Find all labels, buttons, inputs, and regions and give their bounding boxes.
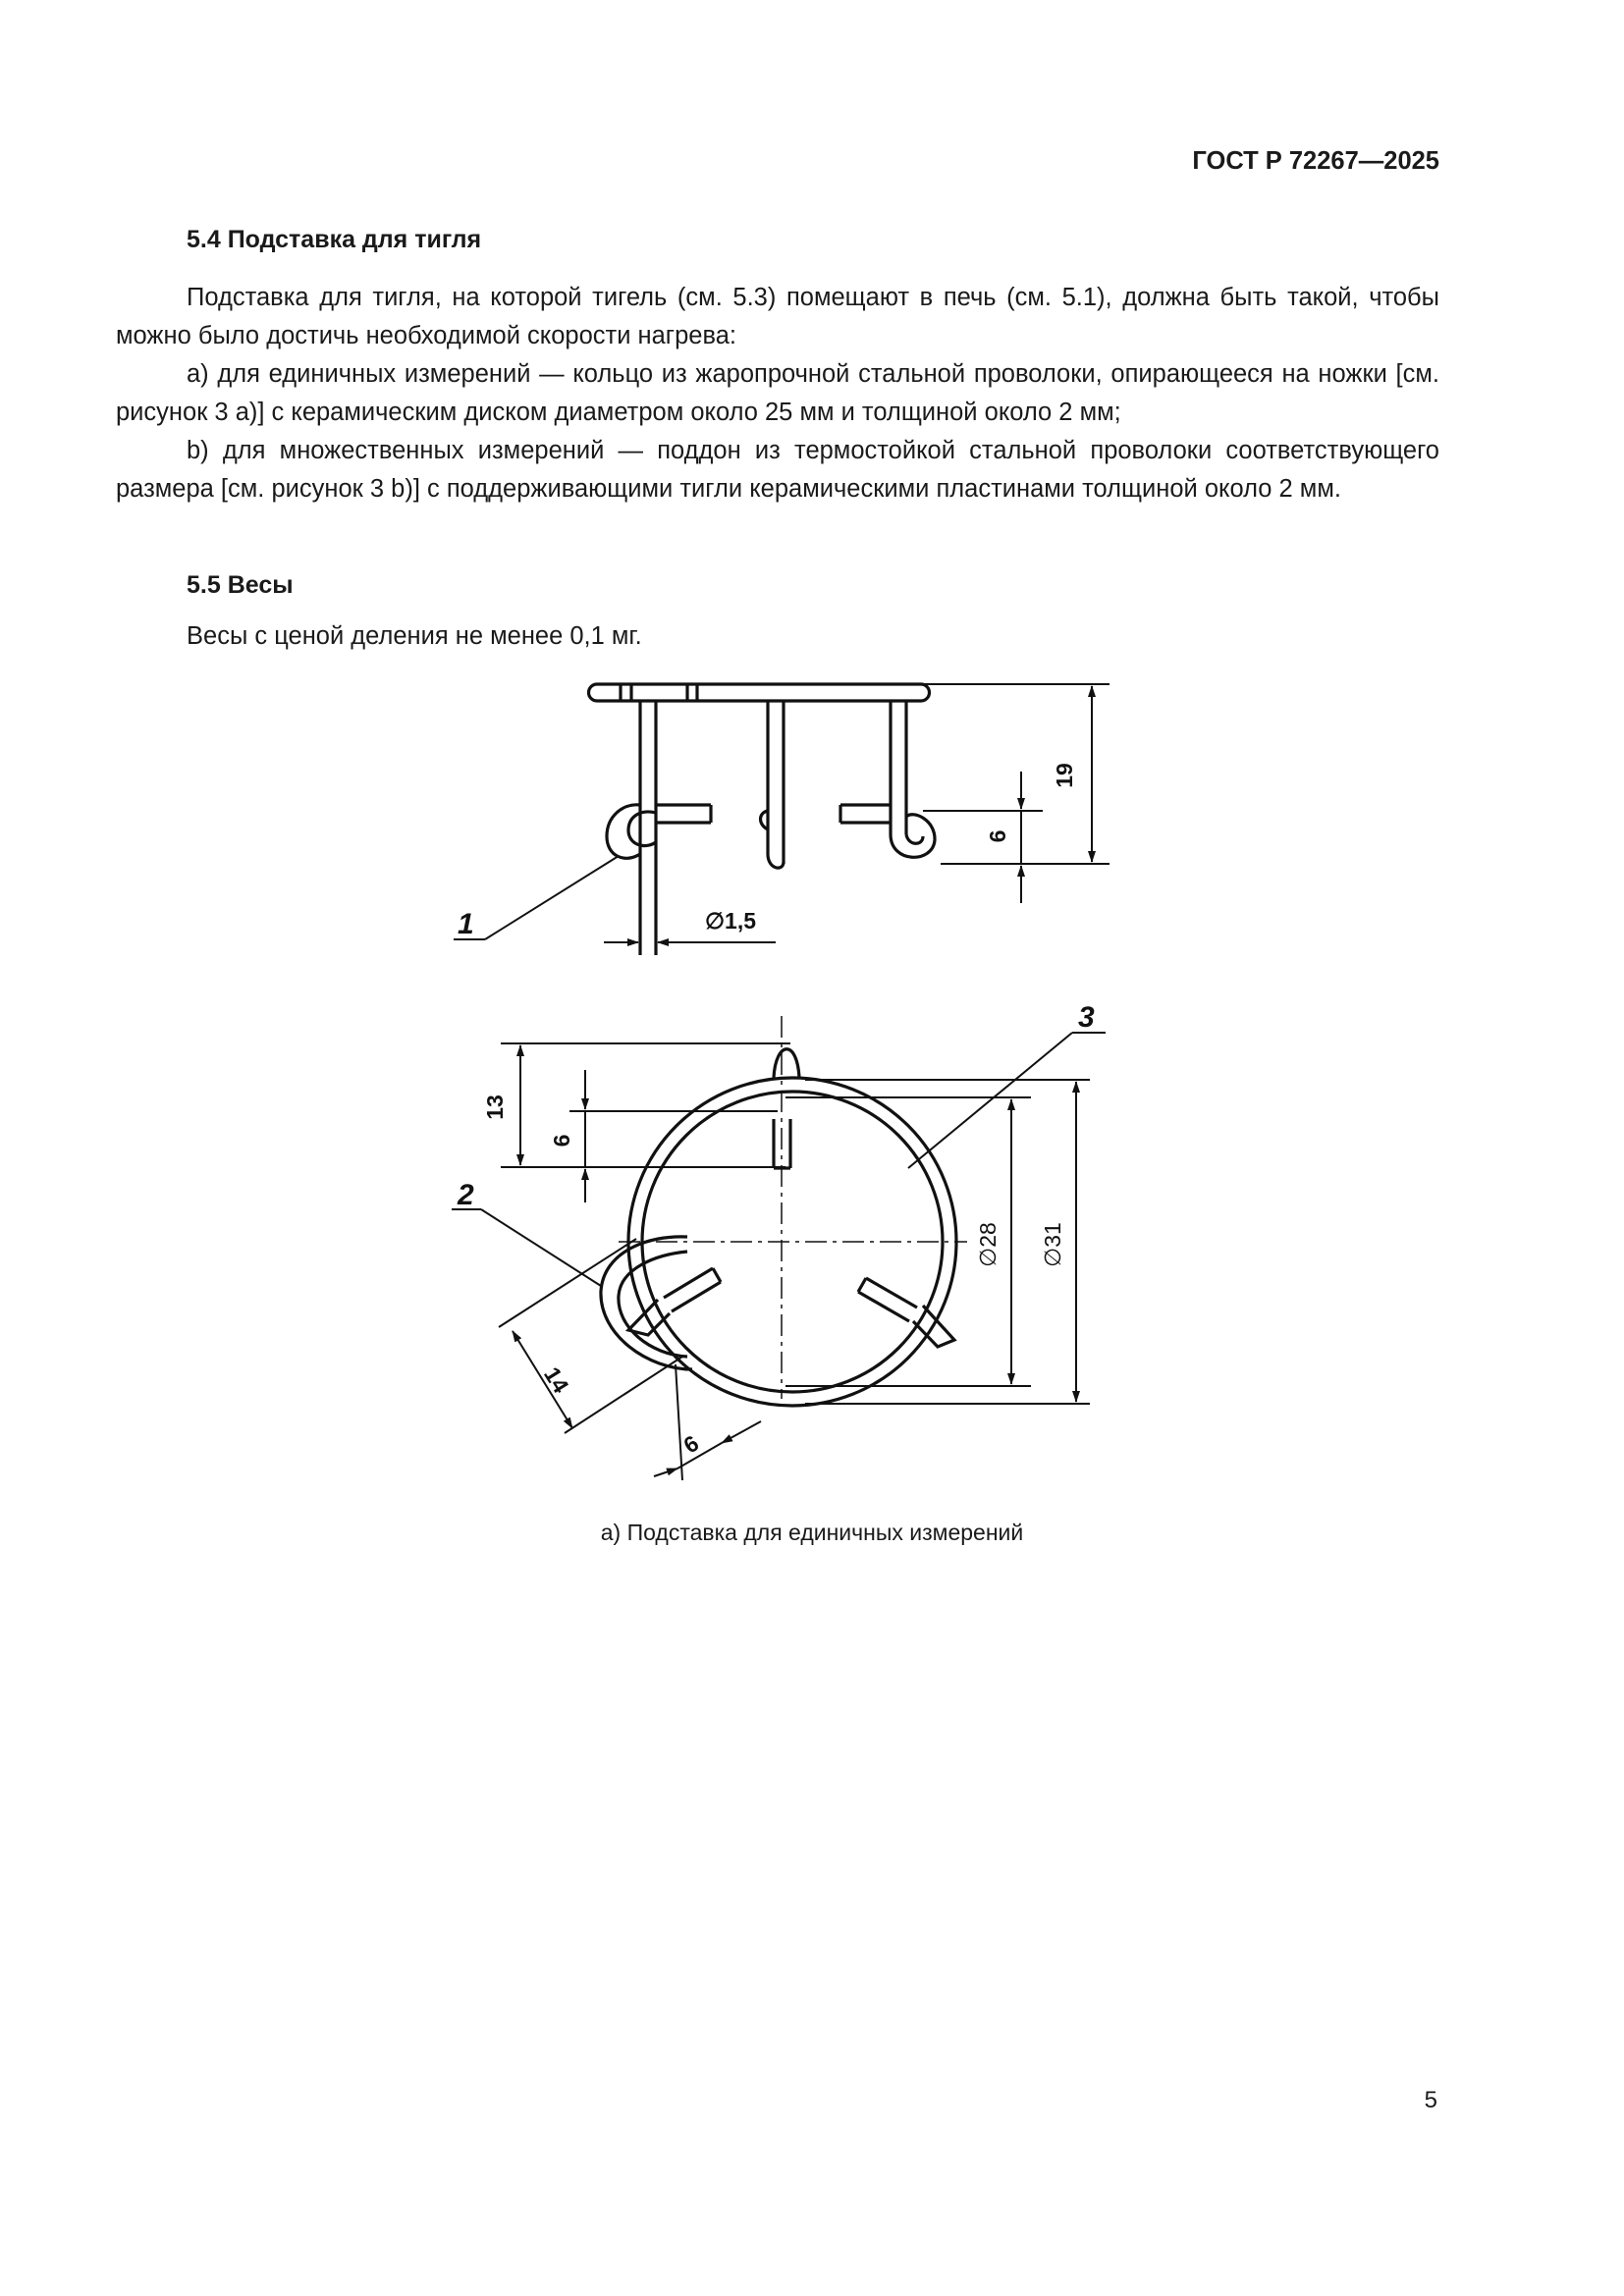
top-dimensions: [452, 1033, 1106, 1480]
top-view: [601, 1049, 956, 1406]
dim-6-top-label: 6: [549, 1134, 574, 1148]
leg-left: [607, 701, 711, 955]
dim-19-label: 19: [1052, 763, 1077, 788]
callout-3: 3: [1078, 1001, 1095, 1034]
leg-top: [774, 1049, 799, 1168]
side-dimensions: [454, 684, 1110, 942]
leg-lower-left: [628, 1268, 721, 1335]
section-5-4-item-b: b) для множественных измерений — поддон из термостойкой стальной проволоки соответствующего размера [см. рисунок 3 b)] с поддерживающими тигли керамическими пластинами толщиной около 2 мм.: [116, 437, 1439, 503]
page-number: 5: [1424, 2087, 1437, 2113]
ring-wire-side: [589, 684, 930, 701]
section-5-4-paragraph: Подставка для тигля, на которой тигель (см. 5.3) помещают в печь (см. 5.1), должна быть такой, чтобы можно было достичь необходимой скорости нагрева:: [116, 284, 1439, 349]
dim-6-loop-label: 6: [678, 1429, 704, 1459]
leg-middle: [761, 701, 785, 868]
section-5-5-paragraph: Весы с ценой деления не менее 0,1 мг.: [187, 622, 642, 650]
side-view: [589, 684, 936, 955]
support-loop: [601, 1237, 692, 1369]
dim-13-label: 13: [482, 1095, 508, 1120]
dim-wire-diameter-label: ∅1,5: [705, 908, 757, 934]
section-5-4-item-a: а) для единичных измерений — кольцо из жаропрочной стальной проволоки, опирающееся на ножки [см. рисунок 3 a)] с керамическим диском диаметром около 25 мм и толщиной около 2 мм;: [116, 360, 1439, 426]
dim-28-label: ∅28: [975, 1222, 1001, 1267]
leg-right: [840, 701, 935, 857]
callout-1: 1: [458, 908, 474, 940]
section-5-5-title: 5.5 Весы: [187, 571, 294, 599]
center-lines: [619, 1016, 967, 1399]
callout-2: 2: [458, 1179, 474, 1211]
figure-caption: а) Подставка для единичных измерений: [600, 1520, 1024, 1545]
dim-6-side-label: 6: [985, 829, 1010, 843]
dim-14-label: 14: [538, 1362, 574, 1398]
section-5-4-title: 5.4 Подставка для тигля: [187, 226, 482, 253]
dim-31-label: ∅31: [1040, 1222, 1065, 1267]
document-header: ГОСТ Р 72267—2025: [1192, 147, 1439, 175]
